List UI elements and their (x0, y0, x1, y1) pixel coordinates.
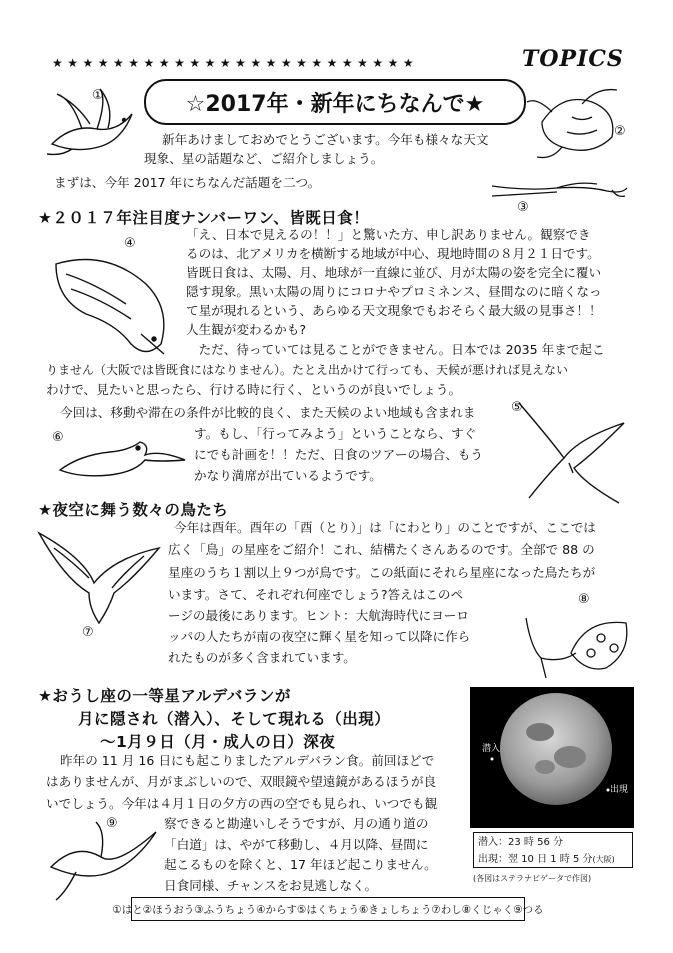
page-title: ☆2017年・新年にちなんで★ (144, 79, 526, 125)
ingress-label: 潜入 (482, 744, 501, 754)
paragraph-line: 人生観が変わるかも? (186, 322, 307, 337)
paragraph-line: います。さて、それぞれ何座でしょう?答えはこのペ (168, 587, 464, 602)
egress-time-row (478, 851, 628, 868)
paragraph-line: ッパの人たちが南の夜空に輝く星を知って以降に作ら (168, 629, 471, 644)
section-subheading: 月に隠され（潜入）、そして現れる（出現） (78, 710, 391, 728)
bird-number-3: ③ (517, 200, 529, 215)
toucan-icon (50, 430, 190, 482)
paragraph-line: にでも計画を！！ただ、日食のツアーの場合、もう (194, 447, 484, 462)
bird-number-8: ⑧ (578, 592, 590, 607)
paragraph-line: わけで、見たいと思ったら、行ける時に行く、というのが良いでしょう。 (46, 382, 462, 397)
answer-key: ①はと②ほうおう③ふうちょう④からす⑤はくちょう⑥きょしちょう⑦わし⑧くじゃく⑨つる (131, 897, 525, 921)
bird-number-5: ⑤ (511, 400, 523, 415)
paragraph-line: 日食同様、チャンスをお見逃しなく。 (164, 878, 378, 893)
swan-icon (509, 398, 631, 508)
moon-occultation-photo (470, 687, 634, 828)
paragraph-line: 「え、日本で見えるの！！」と驚いた方、申し訳ありません。観察でき (186, 227, 591, 242)
paragraph-line: ージの最後にあります。ヒント：大航海時代にヨーロ (168, 608, 469, 623)
ingress-time: 潜入：23 時 56 分 (478, 837, 563, 848)
bird-number-1: ① (92, 88, 104, 103)
intro-line: 現象、星の話題など、ご紹介しましょう。 (144, 151, 384, 166)
bird-number-9: ⑨ (106, 816, 118, 831)
peacock-icon (516, 608, 634, 680)
phoenix-icon (522, 82, 632, 162)
section-heading-eclipse: ★２０１７年注目度ナンバーワン、皆既日食！ (38, 209, 370, 227)
paragraph-line: かなり満席が出ているようです。 (194, 468, 382, 483)
section-subheading-date: ～1月９日（月・成人の日）深夜 (100, 733, 336, 751)
paragraph-line: 今回は、移動や滞在の条件が比較的良く、また天候のよい地域も含まれま (60, 405, 476, 420)
paragraph-line: いでしょう。今年は４月１日の夕方の西の空でも見られ、いつでも観 (46, 796, 438, 811)
paragraph-line: れたものが多く含まれています。 (168, 650, 356, 665)
egress-place: (大阪) (592, 855, 615, 864)
section-heading-birds: ★夜空に舞う数々の鳥たち (38, 501, 229, 519)
bird-number-7: ⑦ (82, 625, 94, 640)
intro-line: 新年あけましておめでとうございます。今年も様々な天文 (162, 132, 489, 147)
paragraph-line: 皆既日食は、太陽、月、地球が一直線に並び、月が太陽の姿を完全に覆い (186, 265, 602, 280)
paragraph-line: す。もし、「行ってみよう」ということなら、すぐ (194, 426, 477, 441)
paragraph-line: るのは、北アメリカを横断する地域が中心、現地時間の８月２１日です。 (186, 246, 600, 261)
paragraph-line: りません（大阪では皆既食にはなりません）。たとえ出かけて行っても、天候が悪ければ見えない (46, 363, 569, 377)
bird-number-4: ④ (124, 236, 136, 251)
paragraph-line: 隠す現象。黒い太陽の周りにコロナやプロミネンス、昼間なのに暗くなっ (186, 284, 602, 299)
star-border: ★★★★★★★★★★★★★★★★★★★★★★★★ (52, 56, 419, 70)
paragraph-line: 広く「鳥」の星座をご紹介！これ、結構たくさんあるのです。全部で 88 の (168, 542, 595, 557)
paragraph-line: はありませんが、月がまぶしいので、双眼鏡や望遠鏡があるほうが良 (46, 774, 437, 789)
paragraph-line: 起こるものを除くと、17 年ほど起こりません。 (164, 857, 437, 872)
crane-icon (46, 812, 164, 904)
egress-label: 出現 (610, 785, 629, 795)
section-heading-aldebaran: ★おうし座の一等星アルデバランが (38, 687, 291, 705)
paragraph-line: て星が現れるという、あらゆる天文現象でもおそらく最大級の見事さ！！ (186, 303, 602, 318)
eagle-icon (34, 528, 166, 628)
bird-number-2: ② (614, 124, 626, 139)
crow-icon (46, 244, 178, 362)
occultation-times (473, 832, 633, 868)
intro-line: まずは、今年 2017 年にちなんだ話題を二つ。 (54, 175, 321, 190)
paragraph-line: ただ、待っていては見ることができません。日本では 2035 年まで起こ (186, 342, 605, 357)
topics-label: TOPICS (522, 46, 624, 72)
paragraph-line: 「白道」は、やがて移動し、４月以降、昼間に (164, 837, 429, 852)
egress-time: 出現：翌 10 日 1 時 5 分 (478, 854, 593, 865)
paragraph-line: 察できると勘違いしそうですが、月の通り道の (164, 816, 429, 831)
paragraph-line: 星座のうち１割以上９つが鳥です。この紙面にそれら星座になった鳥たちが (168, 565, 596, 580)
bird-of-paradise-icon (487, 176, 632, 206)
figure-credit: (各図はステラナビゲータで作図) (473, 874, 592, 883)
paragraph-line: 昨年の 11 月 16 日にも起こりましたアルデバラン食。前回ほどで (60, 753, 435, 768)
bird-number-6: ⑥ (52, 430, 64, 445)
paragraph-line: 今年は酉年。酉年の「酉（とり）」は「にわとり」のことですが、ここでは (174, 520, 596, 535)
